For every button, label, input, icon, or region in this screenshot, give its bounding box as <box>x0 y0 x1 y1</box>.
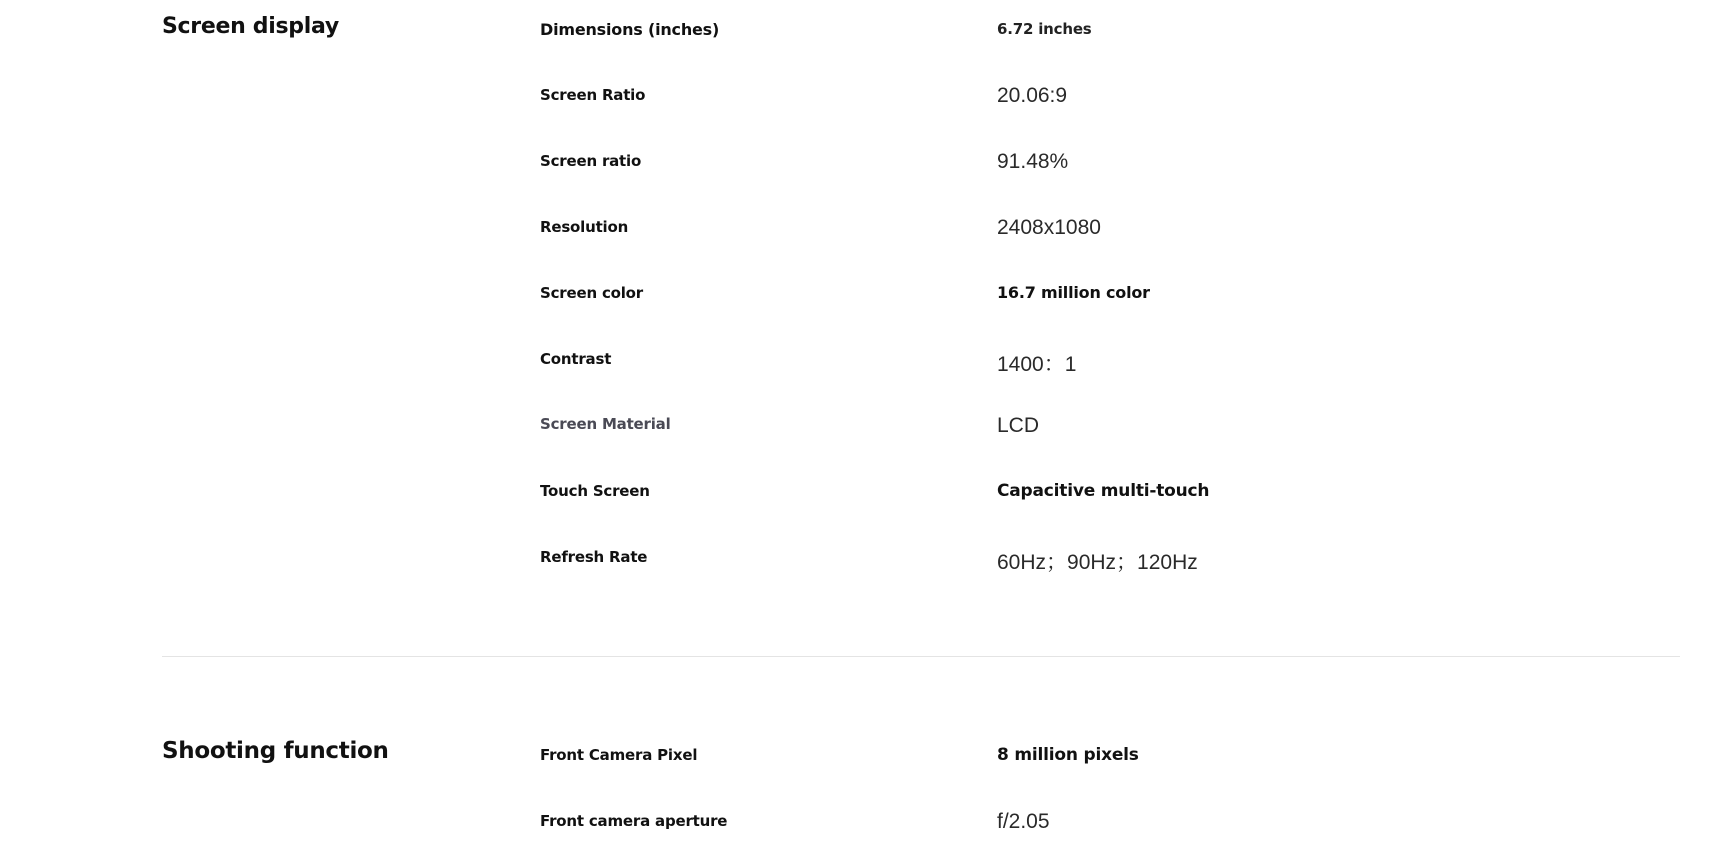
spec-value: 8 million pixels <box>997 745 1139 765</box>
spec-label: Screen ratio <box>540 152 642 170</box>
spec-label: Front Camera Pixel <box>540 746 698 764</box>
spec-value: 1400：1 <box>997 353 1077 376</box>
section-title: Shooting function <box>162 738 389 764</box>
spec-value: 60Hz；90Hz；120Hz <box>997 551 1198 574</box>
spec-value: 6.72 inches <box>997 20 1092 38</box>
section-divider <box>162 656 1680 657</box>
spec-label: Front camera aperture <box>540 812 728 830</box>
spec-value: 2408x1080 <box>997 216 1101 239</box>
spec-value: Capacitive multi-touch <box>997 481 1210 501</box>
section-title: Screen display <box>162 14 339 39</box>
spec-value: LCD <box>997 414 1040 437</box>
spec-value: 16.7 million color <box>997 283 1150 302</box>
spec-label: Contrast <box>540 350 612 368</box>
spec-label: Resolution <box>540 218 629 236</box>
spec-label: Screen Ratio <box>540 86 646 104</box>
spec-label: Touch Screen <box>540 482 650 500</box>
spec-value: 91.48% <box>997 150 1069 173</box>
spec-label: Dimensions (inches) <box>540 20 720 39</box>
spec-label: Screen color <box>540 284 643 302</box>
spec-label: Refresh Rate <box>540 548 648 566</box>
spec-value: f/2.05 <box>997 810 1050 833</box>
spec-value: 20.06:9 <box>997 84 1068 107</box>
spec-label: Screen Material <box>540 415 671 433</box>
